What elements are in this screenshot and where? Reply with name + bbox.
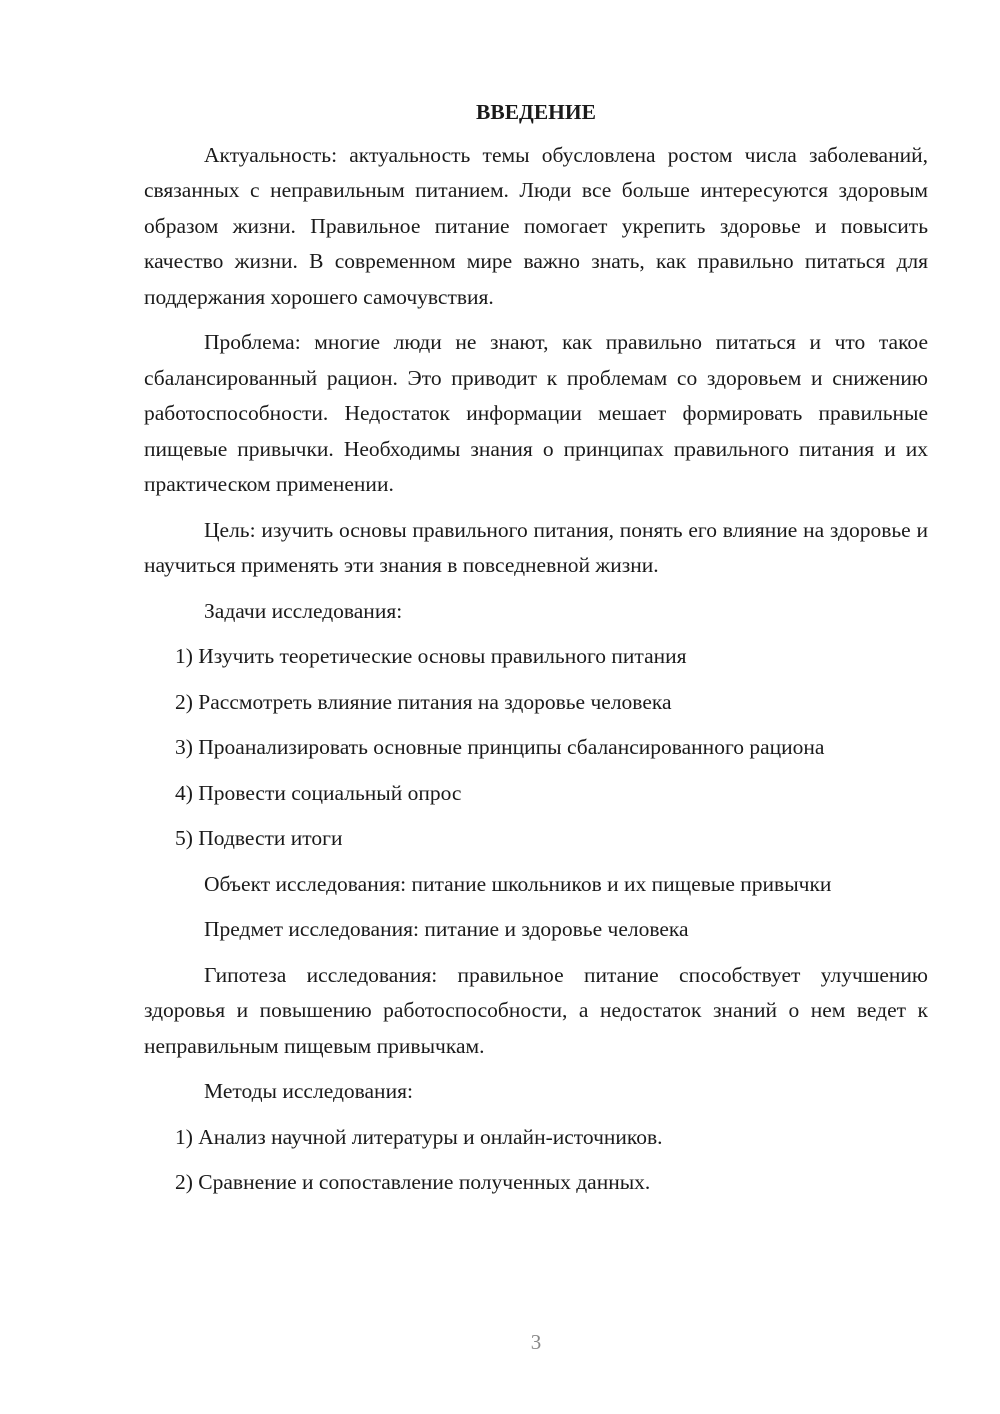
page-title: ВВЕДЕНИЕ bbox=[476, 100, 596, 124]
problem-paragraph: Проблема: многие люди не знают, как правильно питаться и что такое сбалансированный рацион. Это приводит к проблемам со здоровьем и снижению работоспособности. Недостаток информации мешает формировать правильные пищевые привычки. Необходимы знания о принципах правильного питания и их практическом применении. bbox=[144, 330, 928, 496]
method-item: 1) Анализ научной литературы и онлайн-источников. bbox=[175, 1124, 663, 1149]
page-number: 3 bbox=[530, 1330, 542, 1354]
goal-paragraph: Цель: изучить основы правильного питания, понять его влияние на здоровье и научиться применять эти знания в повседневной жизни. bbox=[144, 517, 928, 577]
task-item: 4) Провести социальный опрос bbox=[175, 780, 462, 805]
object-paragraph: Объект исследования: питание школьников и их пищевые привычки bbox=[204, 871, 832, 896]
document-body bbox=[144, 95, 928, 1211]
task-item: 1) Изучить теоретические основы правильного питания bbox=[175, 644, 687, 668]
subject-paragraph: Предмет исследования: питание и здоровье человека bbox=[204, 917, 689, 941]
hypothesis-paragraph: Гипотеза исследования: правильное питание способствует улучшению здоровья и повышению работоспособности, а недостаток знаний о нем ведет к неправильным пищевым привычкам. bbox=[144, 962, 928, 1058]
relevance-paragraph: Актуальность: актуальность темы обусловлена ростом числа заболеваний, связанных с неправильным питанием. Люди все больше интересуются здоровым образом жизни. Правильное питание помогает укрепить здоровье и повысить качество жизни. В современном мире важно знать, как правильно питаться для поддержания хорошего самочувствия. bbox=[144, 142, 928, 309]
task-item: 5) Подвести итоги bbox=[175, 826, 343, 850]
task-item: 2) Рассмотреть влияние питания на здоровье человека bbox=[175, 689, 672, 714]
task-item: 3) Проанализировать основные принципы сбалансированного рациона bbox=[175, 735, 825, 759]
methods-heading: Методы исследования: bbox=[204, 1079, 413, 1103]
method-item: 2) Сравнение и сопоставление полученных данных. bbox=[175, 1170, 651, 1194]
tasks-heading: Задачи исследования: bbox=[204, 598, 403, 623]
